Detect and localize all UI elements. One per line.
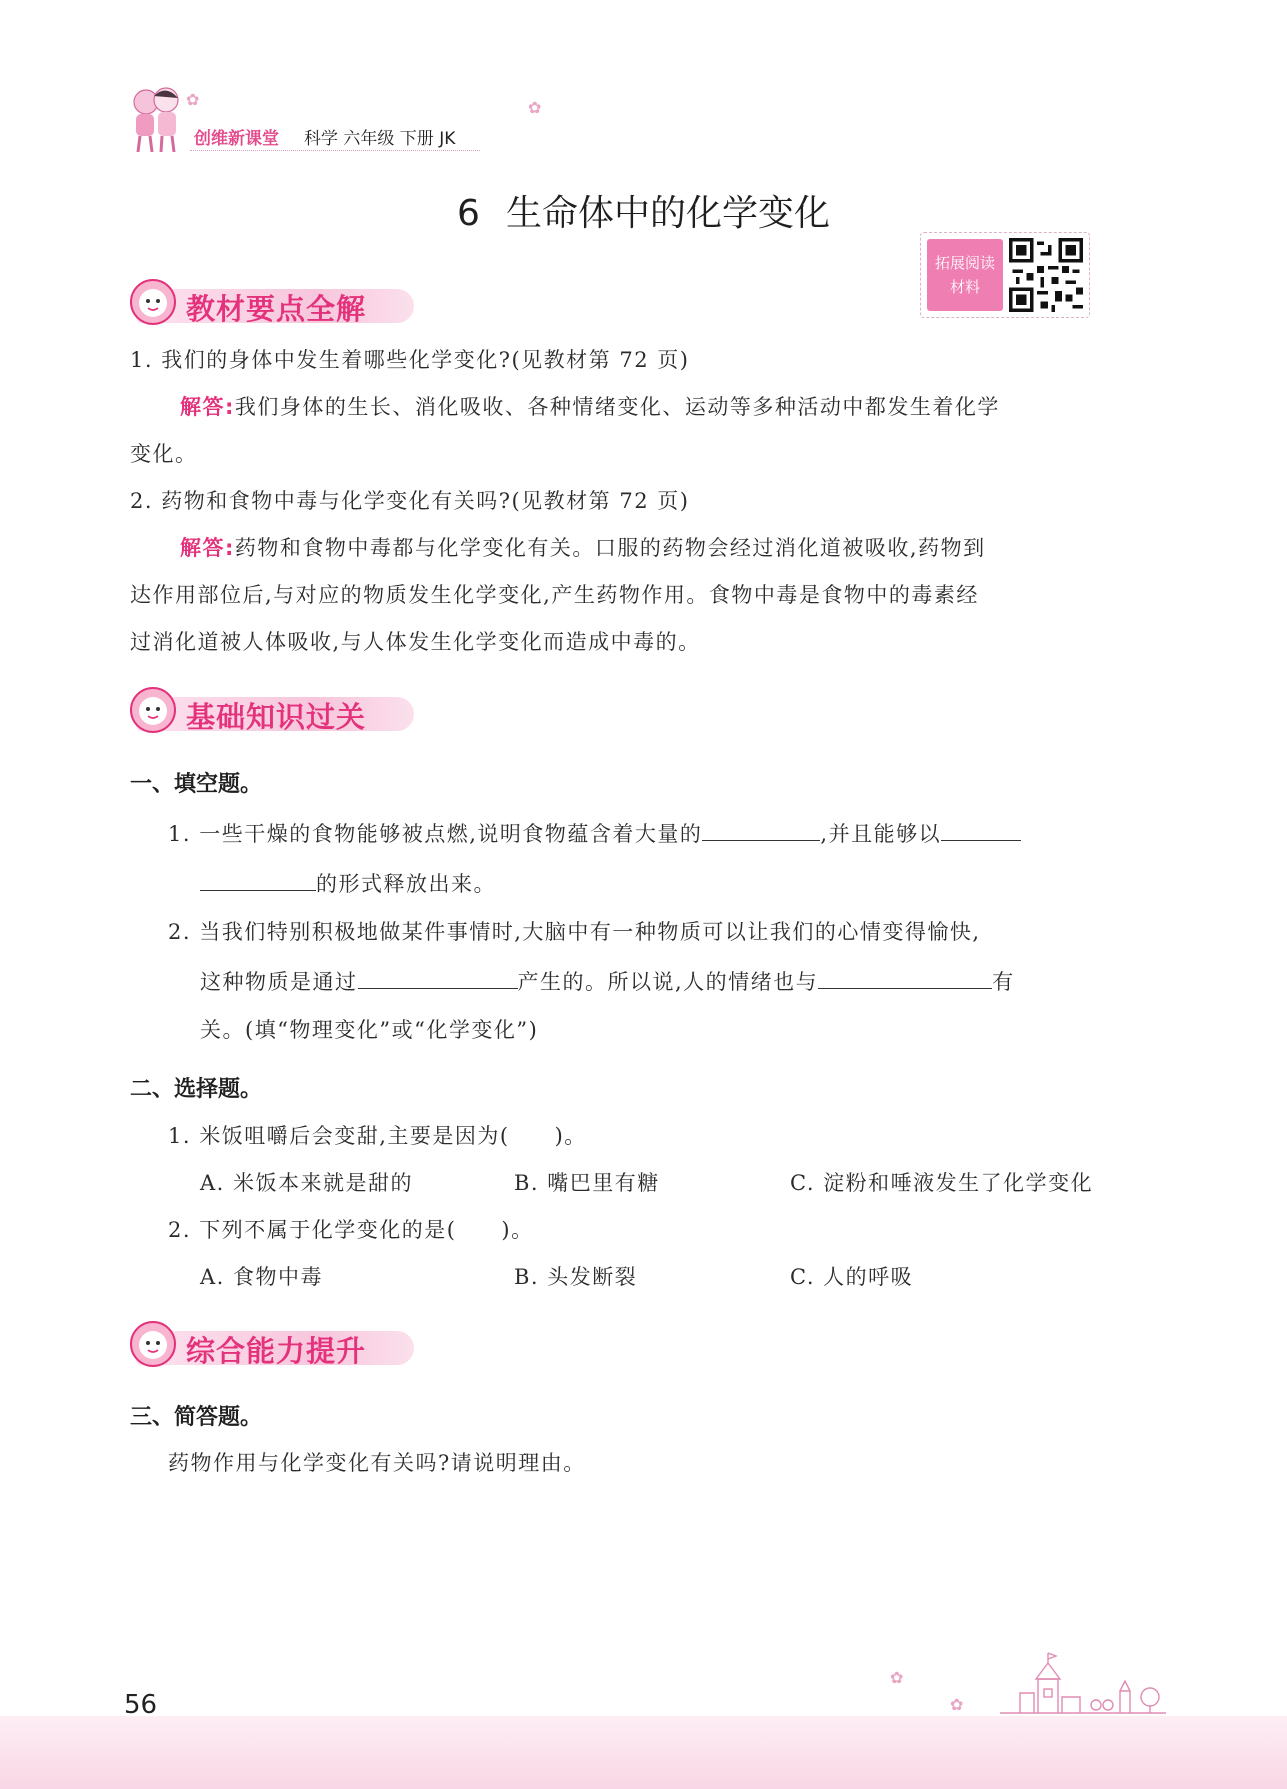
extended-reading-tag <box>927 239 1003 311</box>
answer-blank[interactable] <box>702 839 820 841</box>
question-text: 2. 药物和食物中毒与化学变化有关吗?(见教材第 72 页) <box>130 489 690 513</box>
question-group-heading: 一、填空题。 <box>130 772 263 797</box>
cartoon-face-icon <box>128 1319 178 1369</box>
answer-key: 解答: <box>180 395 235 419</box>
fill-question-2-line <box>200 966 1015 996</box>
extended-reading-qr[interactable] <box>920 232 1090 318</box>
qr-code-icon[interactable] <box>1009 238 1083 312</box>
answer-text: 药物和食物中毒都与化学变化有关。口服的药物会经过消化道被吸收,药物到 <box>234 536 986 560</box>
header-divider <box>190 150 480 151</box>
answer-blank[interactable] <box>200 889 316 891</box>
question-text: 有 <box>992 970 1015 994</box>
fill-question-1-line <box>168 818 1021 848</box>
question-group-heading: 三、简答题。 <box>130 1405 263 1430</box>
cartoon-face-icon <box>128 277 178 327</box>
answer-line <box>180 532 986 562</box>
answer-blank[interactable] <box>818 987 992 989</box>
choice-option-a[interactable]: A. 米饭本来就是甜的 <box>200 1171 414 1195</box>
answer-line: 变化。 <box>130 442 198 466</box>
question-group-heading: 二、选择题。 <box>130 1077 263 1102</box>
answer-blank[interactable] <box>941 839 1021 841</box>
answer-blank[interactable] <box>358 987 518 989</box>
cartoon-face-icon <box>128 685 178 735</box>
answer-key: 解答: <box>180 536 235 560</box>
footer-band <box>0 1716 1287 1789</box>
fill-question-1-line <box>200 868 496 898</box>
book-info: 科学 六年级 下册 JK <box>304 129 456 149</box>
lesson-title <box>0 185 1287 236</box>
qr-tag-line: 材料 <box>949 278 980 296</box>
section-header-basic <box>128 685 420 737</box>
lesson-number: 6 <box>457 193 480 234</box>
choice-option-b[interactable]: B. 嘴巴里有糖 <box>514 1171 660 1195</box>
fill-question-2-line: 2. 当我们特别积极地做某件事情时,大脑中有一种物质可以让我们的心情变得愉快, <box>168 920 981 944</box>
question-text: 的形式释放出来。 <box>316 872 496 896</box>
answer-line: 达作用部位后,与对应的物质发生化学变化,产生药物作用。食物中毒是食物中的毒素经 <box>130 583 979 607</box>
header-children-illustration <box>128 86 184 156</box>
question-text: ,并且能够以 <box>820 822 942 846</box>
answer-text: 我们身体的生长、消化吸收、各种情绪变化、运动等多种活动中都发生着化学 <box>234 395 1000 419</box>
question-text: 1. 我们的身体中发生着哪些化学变化?(见教材第 72 页) <box>130 348 690 372</box>
choice-option-b[interactable]: B. 头发断裂 <box>514 1265 638 1289</box>
short-answer-question: 药物作用与化学变化有关吗?请说明理由。 <box>168 1451 586 1475</box>
choice-question-text: 2. 下列不属于化学变化的是( )。 <box>168 1218 534 1242</box>
lesson-name: 生命体中的化学变化 <box>505 193 830 234</box>
sparkle-icon: ✿ <box>890 1668 904 1687</box>
choice-option-c[interactable]: C. 淀粉和唾液发生了化学变化 <box>790 1171 1094 1195</box>
answer-line <box>180 391 1000 421</box>
section-title: 教材要点全解 <box>186 292 367 326</box>
choice-option-a[interactable]: A. 食物中毒 <box>200 1265 324 1289</box>
fill-question-2-line: 关。(填“物理变化”或“化学变化”) <box>200 1018 539 1042</box>
question-text: 这种物质是通过 <box>200 970 358 994</box>
page-number: 56 <box>124 1690 158 1720</box>
sparkle-icon: ✿ <box>950 1695 964 1714</box>
choice-question-text: 1. 米饭咀嚼后会变甜,主要是因为( )。 <box>168 1124 587 1148</box>
section-title: 综合能力提升 <box>186 1334 367 1368</box>
answer-line: 过消化道被人体吸收,与人体发生化学变化而造成中毒的。 <box>130 630 701 654</box>
section-header-advanced <box>128 1319 420 1371</box>
series-label: 创维新课堂 <box>194 129 279 149</box>
question-text: 产生的。所以说,人的情绪也与 <box>517 970 819 994</box>
sparkle-icon: ✿ <box>528 98 542 117</box>
castle-decoration-icon <box>980 1645 1170 1715</box>
question-text: 1. 一些干燥的食物能够被点燃,说明食物蕴含着大量的 <box>168 822 703 846</box>
qr-tag-line: 拓展阅读 <box>934 254 995 272</box>
choice-option-c[interactable]: C. 人的呼吸 <box>790 1265 914 1289</box>
section-title: 基础知识过关 <box>186 700 367 734</box>
sparkle-icon: ✿ <box>186 90 200 109</box>
section-header-key-points <box>128 277 420 329</box>
